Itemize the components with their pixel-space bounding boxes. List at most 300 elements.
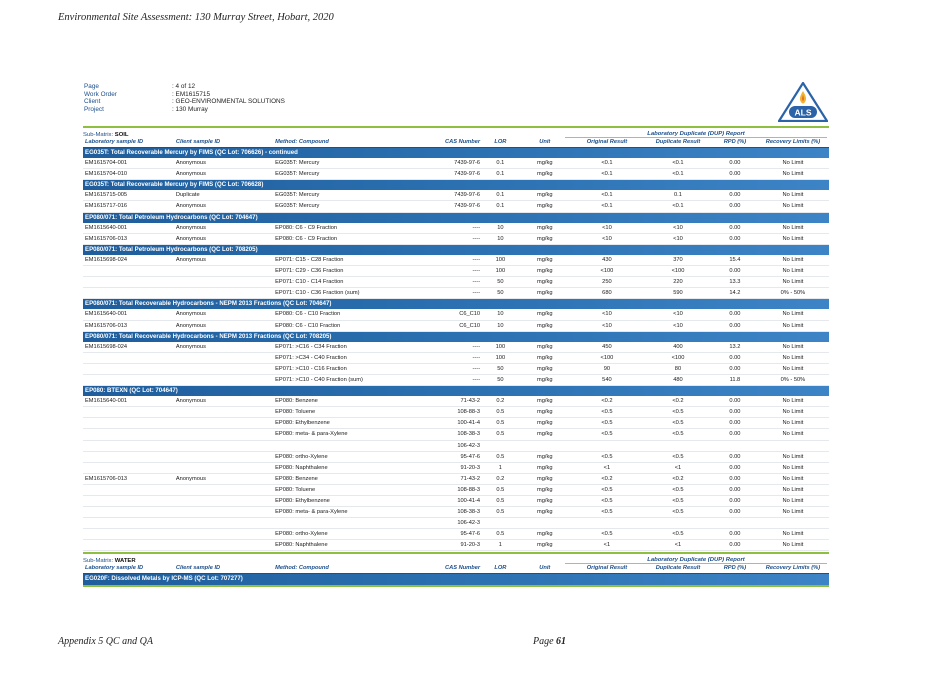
table-cell: mg/kg	[519, 158, 571, 169]
table-cell	[643, 440, 713, 451]
table-cell: Anonymous	[174, 158, 273, 169]
table-cell: EP080: C6 - C10 Fraction	[273, 320, 405, 331]
table-cell	[174, 374, 273, 385]
table-cell: mg/kg	[519, 288, 571, 299]
table-cell: <0.1	[571, 169, 643, 180]
table-cell: <0.2	[643, 396, 713, 407]
table-cell: EG035T: Mercury	[273, 169, 405, 180]
table-cell: <0.5	[571, 451, 643, 462]
table-row	[83, 190, 829, 201]
table-cell: 0.00	[713, 223, 757, 234]
table-cell: mg/kg	[519, 418, 571, 429]
table-cell	[83, 484, 174, 495]
table-cell: mg/kg	[519, 201, 571, 212]
table-cell: No Limit	[757, 233, 829, 244]
table-cell: mg/kg	[519, 233, 571, 244]
column-header: LOR	[482, 564, 519, 574]
column-header: Unit	[519, 138, 571, 148]
table-row	[83, 418, 829, 429]
table-cell: 50	[482, 363, 519, 374]
table-cell: EP071: >C34 - C40 Fraction	[273, 352, 405, 363]
table-cell: <0.5	[571, 484, 643, 495]
table-cell: 480	[643, 374, 713, 385]
table-cell: 50	[482, 374, 519, 385]
footer-page-prefix: Page	[533, 636, 554, 647]
table-cell: 400	[643, 342, 713, 353]
table-cell: 680	[571, 288, 643, 299]
table-cell: 0.00	[713, 507, 757, 518]
table-cell: 0.5	[482, 496, 519, 507]
table-cell: 0.5	[482, 529, 519, 540]
column-header: LOR	[482, 138, 519, 148]
table-cell	[174, 440, 273, 451]
table-cell: 0.1	[482, 158, 519, 169]
table-cell: EG035T: Mercury	[273, 158, 405, 169]
table-row	[83, 518, 829, 529]
table-cell	[273, 440, 405, 451]
meta-row	[84, 83, 285, 91]
table-cell: No Limit	[757, 429, 829, 440]
table-cell: EP080: Naphthalene	[273, 540, 405, 551]
section-title: EP080: BTEXN (QC Lot: 704647)	[83, 386, 829, 397]
table-row	[83, 266, 829, 277]
table-cell: mg/kg	[519, 496, 571, 507]
table-cell: mg/kg	[519, 429, 571, 440]
meta-value: : EM1615715	[172, 90, 211, 98]
section-title: EG035T: Total Recoverable Mercury by FIMS (QC Lot: 706626) - continued	[83, 148, 829, 159]
table-cell: 10	[482, 320, 519, 331]
table-cell: <0.5	[643, 507, 713, 518]
meta-label: Page	[84, 83, 99, 90]
table-cell: mg/kg	[519, 309, 571, 320]
table-cell: mg/kg	[519, 462, 571, 473]
table-cell: No Limit	[757, 451, 829, 462]
table-row	[83, 169, 829, 180]
column-header: Original Result	[571, 138, 643, 148]
table-cell: 0.00	[713, 462, 757, 473]
section-title: EP080/071: Total Petroleum Hydrocarbons (QC Lot: 708205)	[83, 244, 829, 255]
table-cell	[174, 484, 273, 495]
table-cell: EM1615715-005	[83, 190, 174, 201]
table-row	[83, 462, 829, 473]
table-cell: 0.00	[713, 352, 757, 363]
table-cell: mg/kg	[519, 277, 571, 288]
table-cell: 71-43-2	[405, 396, 482, 407]
table-cell: mg/kg	[519, 320, 571, 331]
table-cell: C6_C10	[405, 320, 482, 331]
table-cell: EM1615640-001	[83, 309, 174, 320]
table-cell: EM1615704-010	[83, 169, 174, 180]
table-cell: <0.5	[571, 429, 643, 440]
submatrix-label: Sub-Matrix:	[83, 132, 114, 138]
table-cell: No Limit	[757, 352, 829, 363]
table-cell: Anonymous	[174, 169, 273, 180]
table-cell: 10	[482, 223, 519, 234]
table-cell: 0.00	[713, 363, 757, 374]
table-cell	[174, 518, 273, 529]
table-cell: 0.1	[482, 190, 519, 201]
table-cell: mg/kg	[519, 529, 571, 540]
table-cell: EP080: ortho-Xylene	[273, 529, 405, 540]
table-cell: 106-42-3	[405, 440, 482, 451]
table-cell: mg/kg	[519, 255, 571, 266]
table-cell: 0.00	[713, 540, 757, 551]
table-row	[83, 223, 829, 234]
table-cell: 108-88-3	[405, 484, 482, 495]
table-cell: 0.1	[643, 190, 713, 201]
table-cell	[174, 429, 273, 440]
table-cell: ----	[405, 342, 482, 353]
table-row	[83, 374, 829, 385]
table-cell: 108-88-3	[405, 407, 482, 418]
table-cell: <100	[571, 352, 643, 363]
table-cell	[519, 440, 571, 451]
logo-text: ALS	[794, 107, 812, 118]
table-cell	[83, 518, 174, 529]
table-cell: No Limit	[757, 407, 829, 418]
table-cell: EP080: Ethylbenzene	[273, 418, 405, 429]
table-cell: EM1615698-024	[83, 342, 174, 353]
table-cell: EG035T: Mercury	[273, 201, 405, 212]
table-cell: ----	[405, 255, 482, 266]
table-cell: 7439-97-6	[405, 190, 482, 201]
table-cell: 0.2	[482, 473, 519, 484]
table-cell	[83, 429, 174, 440]
table-cell: mg/kg	[519, 451, 571, 462]
dup-report-title: Laboratory Duplicate (DUP) Report	[565, 557, 827, 564]
table-cell: EP080: meta- & para-Xylene	[273, 429, 405, 440]
table-cell: EP080: Toluene	[273, 407, 405, 418]
column-header: Method: Compound	[273, 564, 405, 574]
table-cell: 100	[482, 266, 519, 277]
table-row	[83, 451, 829, 462]
table-cell: 50	[482, 288, 519, 299]
table-cell: Anonymous	[174, 320, 273, 331]
table-cell: <100	[643, 266, 713, 277]
table-cell: 0.5	[482, 429, 519, 440]
table-cell: No Limit	[757, 484, 829, 495]
table-cell: 0.2	[482, 396, 519, 407]
table-cell: 100	[482, 342, 519, 353]
table-cell	[83, 407, 174, 418]
table-cell: EP071: C29 - C36 Fraction	[273, 266, 405, 277]
table-cell: 0.00	[713, 158, 757, 169]
table-cell	[757, 440, 829, 451]
table-cell	[571, 518, 643, 529]
table-cell: <100	[571, 266, 643, 277]
table-cell: 0.00	[713, 429, 757, 440]
table-cell: 108-38-3	[405, 429, 482, 440]
table-cell: EP080: ortho-Xylene	[273, 451, 405, 462]
meta-value: : 130 Murray	[172, 105, 208, 113]
table-cell	[519, 518, 571, 529]
table-cell: <0.5	[571, 418, 643, 429]
meta-row	[84, 106, 285, 114]
table-cell	[174, 462, 273, 473]
table-cell: EP080: C6 - C9 Fraction	[273, 233, 405, 244]
table-cell	[174, 540, 273, 551]
submatrix-water-bar	[83, 552, 829, 564]
page-header: Environmental Site Assessment: 130 Murray Street, Hobart, 2020	[58, 12, 334, 23]
meta-label: Work Order	[84, 90, 117, 98]
table-cell: <10	[571, 320, 643, 331]
table-cell: No Limit	[757, 277, 829, 288]
dup-report-title: Laboratory Duplicate (DUP) Report	[565, 131, 827, 138]
table-cell: <0.2	[643, 473, 713, 484]
table-cell: No Limit	[757, 529, 829, 540]
footer-appendix: Appendix 5 QC and QA	[58, 636, 153, 647]
table-cell	[174, 529, 273, 540]
submatrix-value: WATER	[114, 558, 136, 565]
table-cell: Anonymous	[174, 309, 273, 320]
table-cell: 106-42-3	[405, 518, 482, 529]
table-cell: 71-43-2	[405, 473, 482, 484]
table-cell: 50	[482, 277, 519, 288]
table-cell: 0% - 50%	[757, 374, 829, 385]
table-row	[83, 158, 829, 169]
table-cell: mg/kg	[519, 507, 571, 518]
table-cell: ----	[405, 223, 482, 234]
column-header: RPD (%)	[713, 138, 757, 148]
table-cell: <0.1	[571, 201, 643, 212]
table-cell: EM1615698-024	[83, 255, 174, 266]
table-cell: EP071: >C10 - C16 Fraction	[273, 363, 405, 374]
table-cell: <0.1	[643, 201, 713, 212]
table-cell: <0.5	[643, 429, 713, 440]
table-cell: 370	[643, 255, 713, 266]
table-cell: 250	[571, 277, 643, 288]
table-cell: Duplicate	[174, 190, 273, 201]
bottom-rule	[83, 585, 829, 587]
section-title: EP080/071: Total Recoverable Hydrocarbons - NEPM 2013 Fractions (QC Lot: 708205)	[83, 331, 829, 342]
table-row	[83, 363, 829, 374]
table-cell	[174, 418, 273, 429]
table-cell: EP080: C6 - C9 Fraction	[273, 223, 405, 234]
table-cell: EP080: Toluene	[273, 484, 405, 495]
table-cell: mg/kg	[519, 363, 571, 374]
column-header: Unit	[519, 564, 571, 574]
table-cell: No Limit	[757, 320, 829, 331]
table-cell	[174, 507, 273, 518]
submatrix-soil-bar	[83, 126, 829, 138]
table-cell: 0.00	[713, 496, 757, 507]
table-cell: ----	[405, 266, 482, 277]
table-cell	[83, 266, 174, 277]
table-cell	[174, 266, 273, 277]
submatrix-value: SOIL	[114, 132, 129, 138]
section-title: EG035T: Total Recoverable Mercury by FIMS (QC Lot: 706628)	[83, 180, 829, 191]
section-header-row	[83, 386, 829, 397]
table-cell: <0.5	[643, 451, 713, 462]
table-cell: No Limit	[757, 190, 829, 201]
table-cell: <0.1	[571, 158, 643, 169]
table-row	[83, 507, 829, 518]
table-cell: No Limit	[757, 496, 829, 507]
table-cell: EG035T: Mercury	[273, 190, 405, 201]
table-cell: mg/kg	[519, 540, 571, 551]
table-cell: Anonymous	[174, 233, 273, 244]
table-cell: <0.1	[571, 190, 643, 201]
table-cell: <10	[643, 223, 713, 234]
table-cell: <10	[571, 233, 643, 244]
table-cell: 11.8	[713, 374, 757, 385]
meta-value: : 4 of 12	[172, 83, 196, 90]
table-cell: 100-41-4	[405, 496, 482, 507]
table-cell: EP080: C6 - C10 Fraction	[273, 309, 405, 320]
table-cell: 0.00	[713, 484, 757, 495]
table-cell: EM1615706-013	[83, 473, 174, 484]
table-cell	[174, 363, 273, 374]
table-row	[83, 352, 829, 363]
table-cell	[83, 374, 174, 385]
table-row	[83, 396, 829, 407]
table-cell: 430	[571, 255, 643, 266]
column-header: Duplicate Result	[643, 564, 713, 574]
table-cell: 15.4	[713, 255, 757, 266]
table-cell	[83, 352, 174, 363]
table-cell	[83, 529, 174, 540]
table-cell: mg/kg	[519, 352, 571, 363]
section-title: EP080/071: Total Petroleum Hydrocarbons (QC Lot: 704647)	[83, 212, 829, 223]
table-cell: EP071: >C16 - C34 Fraction	[273, 342, 405, 353]
table-cell: Anonymous	[174, 396, 273, 407]
table-cell: <0.5	[571, 496, 643, 507]
table-row	[83, 201, 829, 212]
table-cell: No Limit	[757, 158, 829, 169]
table-cell: No Limit	[757, 309, 829, 320]
table-cell: 1	[482, 540, 519, 551]
table-cell: No Limit	[757, 418, 829, 429]
table-cell	[174, 407, 273, 418]
table-cell: EP080: meta- & para-Xylene	[273, 507, 405, 518]
table-cell: 590	[643, 288, 713, 299]
table-cell: 220	[643, 277, 713, 288]
table-cell: 100	[482, 352, 519, 363]
table-cell: C6_C10	[405, 309, 482, 320]
table-cell: 0.5	[482, 418, 519, 429]
table-cell: No Limit	[757, 266, 829, 277]
table-cell: 80	[643, 363, 713, 374]
table-cell: <10	[571, 309, 643, 320]
table-cell: <10	[571, 223, 643, 234]
table-cell: <10	[643, 309, 713, 320]
table-row	[83, 540, 829, 551]
table-row	[83, 255, 829, 266]
table-cell: No Limit	[757, 396, 829, 407]
table-cell: No Limit	[757, 201, 829, 212]
table-row	[83, 288, 829, 299]
table-cell: Anonymous	[174, 223, 273, 234]
table-cell: 100	[482, 255, 519, 266]
table-cell	[83, 363, 174, 374]
table-cell: EM1615717-016	[83, 201, 174, 212]
section-header-row	[83, 244, 829, 255]
table-cell: 7439-97-6	[405, 201, 482, 212]
table-cell	[713, 518, 757, 529]
table-cell: 0.1	[482, 169, 519, 180]
table-cell: No Limit	[757, 473, 829, 484]
table-cell: Anonymous	[174, 473, 273, 484]
table-cell: <10	[643, 233, 713, 244]
table-cell: 0.00	[713, 407, 757, 418]
table-row	[83, 342, 829, 353]
table-cell: <0.2	[571, 473, 643, 484]
table-cell: EP080: Benzene	[273, 396, 405, 407]
table-cell: Anonymous	[174, 255, 273, 266]
table-cell: <1	[571, 540, 643, 551]
table-cell: <0.5	[571, 507, 643, 518]
table-cell	[713, 440, 757, 451]
table-cell: 14.2	[713, 288, 757, 299]
table-cell	[757, 518, 829, 529]
section-header-row	[83, 299, 829, 310]
table-cell: ----	[405, 233, 482, 244]
table-cell	[83, 507, 174, 518]
table-cell: 0.1	[482, 201, 519, 212]
table-cell: No Limit	[757, 342, 829, 353]
table-cell: 0.00	[713, 529, 757, 540]
table-cell: mg/kg	[519, 484, 571, 495]
table-cell: 7439-97-6	[405, 169, 482, 180]
section-title: EG020F: Dissolved Metals by ICP-MS (QC Lot: 707277)	[83, 574, 829, 585]
table-cell: 91-20-3	[405, 540, 482, 551]
table-cell: 0.00	[713, 418, 757, 429]
meta-row	[84, 91, 285, 99]
table-cell: 540	[571, 374, 643, 385]
table-cell: No Limit	[757, 169, 829, 180]
section-header-row	[83, 574, 829, 585]
table-cell: mg/kg	[519, 169, 571, 180]
column-header: Original Result	[571, 564, 643, 574]
column-header: Client sample ID	[174, 138, 273, 148]
column-header: Laboratory sample ID	[83, 138, 174, 148]
table-cell: 91-20-3	[405, 462, 482, 473]
table-cell: 0% - 50%	[757, 288, 829, 299]
column-header-row	[83, 564, 829, 574]
table-cell: ----	[405, 352, 482, 363]
table-cell: mg/kg	[519, 342, 571, 353]
column-header: Client sample ID	[174, 564, 273, 574]
table-cell: <0.5	[571, 529, 643, 540]
table-cell: 10	[482, 233, 519, 244]
footer-page-number: 61	[556, 636, 567, 647]
table-cell	[571, 440, 643, 451]
table-cell: ----	[405, 277, 482, 288]
column-header: Duplicate Result	[643, 138, 713, 148]
table-cell: No Limit	[757, 462, 829, 473]
table-cell	[643, 518, 713, 529]
table-cell: ----	[405, 363, 482, 374]
table-cell: 90	[571, 363, 643, 374]
table-cell: 0.00	[713, 309, 757, 320]
table-cell: EP071: C10 - C36 Fraction (sum)	[273, 288, 405, 299]
table-cell: 0.00	[713, 473, 757, 484]
table-cell: <1	[643, 462, 713, 473]
table-cell: 0.00	[713, 201, 757, 212]
table-row	[83, 440, 829, 451]
meta-label: Client	[84, 98, 101, 106]
table-cell: No Limit	[757, 540, 829, 551]
table-row	[83, 233, 829, 244]
table-cell: <0.1	[643, 158, 713, 169]
table-cell: 0.00	[713, 266, 757, 277]
section-header-row	[83, 180, 829, 191]
meta-row	[84, 98, 285, 106]
table-cell: <0.5	[643, 496, 713, 507]
table-row	[83, 429, 829, 440]
table-cell: 10	[482, 309, 519, 320]
table-cell: No Limit	[757, 507, 829, 518]
